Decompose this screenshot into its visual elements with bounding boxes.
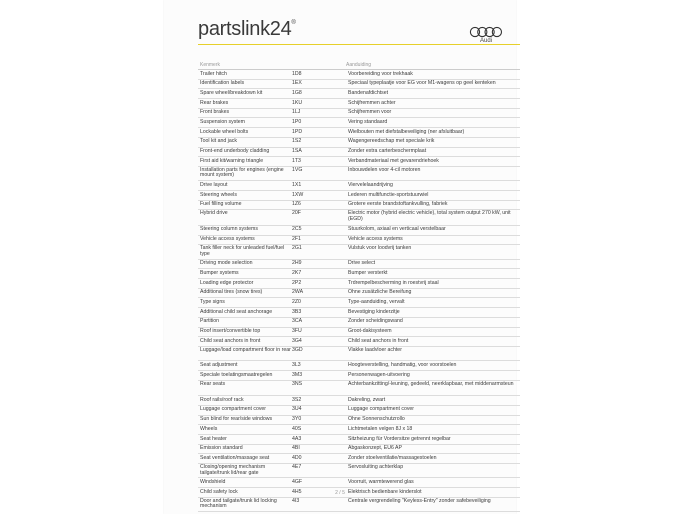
option-code: 40S (292, 425, 302, 432)
equipment-table (198, 70, 520, 512)
option-description: Sitzheizung für Vordersitze getrennt regelbar (348, 435, 451, 442)
table-row (198, 454, 520, 464)
table-row (198, 478, 520, 488)
table-row (198, 118, 520, 128)
option-description: Wagengereedschap met speciale krik (348, 138, 435, 145)
feature-name: Hybrid drive (200, 210, 228, 217)
feature-name: Drive layout (200, 181, 228, 188)
option-description: Stuurkolom, axiaal en verticaal verstelbaar (348, 226, 446, 233)
option-description: Vehicle access systems (348, 236, 403, 243)
option-code: 4H5 (292, 488, 302, 495)
feature-name: Suspension system (200, 119, 245, 126)
option-code: 4GF (292, 479, 303, 486)
option-code: 1LJ (292, 109, 301, 116)
option-code: 3NS (292, 380, 303, 387)
table-row (198, 148, 520, 158)
feature-name: Driving mode selection (200, 260, 253, 267)
option-description: Ohne Sonnenschutzrollo (348, 416, 405, 423)
feature-name: Trailer hitch (200, 70, 227, 77)
option-code: 3M3 (292, 371, 303, 378)
feature-name: Child safety lock (200, 488, 238, 495)
table-row (198, 80, 520, 90)
table-row (198, 181, 520, 191)
option-code: 3GD (292, 346, 303, 353)
option-code: 1G8 (292, 89, 302, 96)
logo-text: partslink24 (198, 18, 292, 40)
option-description: Drive select (348, 260, 376, 267)
option-code: 4BI (292, 445, 300, 452)
option-description: Bumper versterkt (348, 269, 388, 276)
feature-name: Windshield (200, 479, 226, 486)
table-row (198, 498, 520, 513)
feature-name: Vehicle access systems (200, 236, 255, 243)
column-header-description: Aanduiding (346, 62, 372, 68)
option-description: Lichtmetalen velgen 8J x 18 (348, 425, 413, 432)
table-row (198, 406, 520, 416)
option-description: Verbandmateriaal met gevarendriehoek (348, 157, 439, 164)
partslink24-logo (198, 18, 296, 41)
option-code: 2G1 (292, 245, 302, 252)
feature-name: Door and tailgate/trunk lid locking mechanism (200, 497, 277, 510)
option-code: 1PD (292, 128, 303, 135)
option-description: Ohne zusätzliche Bereifung (348, 289, 412, 296)
table-row (198, 416, 520, 426)
table-row (198, 347, 520, 362)
table-row (198, 99, 520, 109)
feature-name: Seat heater (200, 435, 227, 442)
option-code: 3G4 (292, 337, 302, 344)
option-code: 3U4 (292, 406, 302, 413)
option-description: Bevestiging kinderzitje (348, 308, 400, 315)
option-description: Grotere eerste brandstoftankvulling, fabriek (348, 201, 448, 208)
table-row (198, 70, 520, 80)
option-description: Schijfremmen achter (348, 99, 396, 106)
feature-name: Sun blind for rear/side windows (200, 416, 273, 423)
option-description: Electric motor (hybrid electric vehicle), total system output 270 kW, unit (EGD) (348, 210, 511, 223)
table-row (198, 396, 520, 406)
table-row (198, 201, 520, 211)
option-code: 2H9 (292, 260, 302, 267)
option-description: Zonder scheidingswand (348, 318, 403, 325)
table-row (198, 289, 520, 299)
option-description: Speciaal typeplaatje voor EG voor M1-wagens op geel kenteken (348, 80, 496, 87)
option-code: 4I3 (292, 497, 300, 504)
feature-name: Front brakes (200, 109, 230, 116)
option-code: 3B3 (292, 308, 302, 315)
logo-underline (198, 44, 520, 45)
feature-name: Additional tires (snow tires) (200, 289, 263, 296)
table-row (198, 138, 520, 148)
table-row (198, 425, 520, 435)
feature-name: Roof insert/convertible top (200, 328, 261, 335)
option-description: Vering standaard (348, 119, 388, 126)
feature-name: Tool kit and jack (200, 138, 237, 145)
table-row (198, 381, 520, 396)
option-code: 20F (292, 210, 301, 217)
table-row (198, 298, 520, 308)
table-row (198, 337, 520, 347)
option-description: Dakreling, zwart (348, 396, 386, 403)
option-description: Servosluiting achterklap (348, 463, 404, 470)
option-code: 1XW (292, 191, 304, 198)
feature-name: Child seat anchors in front (200, 337, 261, 344)
feature-name: Rear seats (200, 380, 226, 387)
option-code: 1D8 (292, 70, 302, 77)
option-description: Groot-dakisysteem (348, 328, 392, 335)
option-description: Achterbankzitting/-leuning, gedeeld, neerklapbaar, met middenarmsteun (348, 380, 514, 387)
feature-name: Spare wheel/breakdown kit (200, 89, 263, 96)
table-row (198, 269, 520, 279)
option-description: Zonder stoelventilatie/massagestoelen (348, 454, 437, 461)
feature-name: Additional child seat anchorage (200, 308, 273, 315)
make-label: Audi (479, 38, 492, 44)
feature-name: Seat ventilation/massage seat (200, 454, 270, 461)
option-description: Vlakke laadvloer achter (348, 346, 402, 353)
table-row (198, 445, 520, 455)
option-code: 4A3 (292, 435, 302, 442)
option-code: 1P0 (292, 119, 302, 126)
option-description: Abgaskonzept, EU6 AP (348, 445, 402, 452)
option-description: Voorbereiding voor trekhaak (348, 70, 413, 77)
feature-name: Luggage/load compartment floor in rear (200, 346, 291, 353)
option-code: 1Z6 (292, 201, 301, 208)
feature-name: Installation parts for engines (engine mount system) (200, 166, 284, 179)
feature-name: Rear brakes (200, 99, 229, 106)
option-code: 2P2 (292, 279, 302, 286)
feature-name: Tank filler neck for unleaded fuel/fuel type (200, 245, 285, 257)
table-row (198, 157, 520, 167)
logo-trademark: ® (291, 20, 296, 26)
feature-name: Wheels (200, 425, 218, 432)
feature-name: Front-end underbody cladding (200, 148, 270, 155)
table-row (198, 464, 520, 479)
option-description: Trdrempelbescherming in roestvrij staal (348, 279, 439, 286)
option-code: 1KU (292, 99, 303, 106)
option-description: Zonder extra carterbeschermplaat (348, 148, 427, 155)
feature-name: Loading edge protector (200, 279, 254, 286)
feature-name: Emission standard (200, 445, 243, 452)
feature-name: Bumper systems (200, 269, 239, 276)
table-row (198, 371, 520, 381)
option-description: Elektrisch bedienbare kinderslot (348, 488, 422, 495)
option-code: 1SA (292, 148, 302, 155)
feature-name: Identification labels (200, 80, 245, 87)
option-description: Luggage compartment cover (348, 406, 415, 413)
option-description: Centrale vergrendeling "Keyless-Entry" zonder safebeveiliging (348, 497, 491, 504)
table-row (198, 167, 520, 182)
option-description: Bandenafdichtset (348, 89, 389, 96)
option-code: 1X1 (292, 181, 302, 188)
feature-name: Roof rails/roof rack (200, 396, 244, 403)
option-code: 1T3 (292, 157, 301, 164)
option-description: Inbouwdelen voor 4-cil motoren (348, 166, 421, 173)
page-number: 2 / 5 (335, 490, 345, 496)
option-code: 2Z0 (292, 299, 301, 306)
feature-name: Steering wheels (200, 191, 237, 198)
feature-name: Partition (200, 318, 220, 325)
table-row (198, 191, 520, 201)
option-code: 3CA (292, 318, 303, 325)
feature-name: Luggage compartment cover (200, 406, 267, 413)
option-description: Lederen multifunctie-sportstuurwiel (348, 191, 429, 198)
column-header-feature: Kenmerk (200, 62, 221, 68)
feature-name: Closing/opening mechanism tailgate/trunk lid/rear gate (200, 463, 266, 476)
feature-name: Lockable wheel bolts (200, 128, 249, 135)
option-description: Child seat anchors in front (348, 337, 409, 344)
table-row (198, 318, 520, 328)
option-code: 3S2 (292, 396, 302, 403)
option-code: 2K7 (292, 269, 302, 276)
option-description: Hoogteverstelling, handmatig, voor voorstoelen (348, 361, 457, 368)
option-code: 1VG (292, 166, 303, 173)
option-description: Type-aanduiding, vervalt (348, 299, 405, 306)
option-code: 2F1 (292, 236, 301, 243)
table-row (198, 226, 520, 236)
option-description: Vulstuk voor loodvrij tanken (348, 245, 412, 252)
option-code: 3FU (292, 328, 302, 335)
table-row (198, 128, 520, 138)
feature-name: Fuel filling volume (200, 201, 242, 208)
table-row (198, 89, 520, 99)
option-description: Personenwagen-uitvoering (348, 371, 410, 378)
option-description: Wielbouten met diefstalbeveiliging (ner afsluitbaar) (348, 128, 465, 135)
table-row (198, 109, 520, 119)
feature-name: Steering column systems (200, 226, 258, 233)
feature-name: Type signs (200, 299, 225, 306)
table-row (198, 279, 520, 289)
option-code: 3Y0 (292, 416, 302, 423)
feature-name: First aid kit/warning triangle (200, 157, 264, 164)
option-description: Schijfremmen voor (348, 109, 392, 116)
document-page (164, 0, 516, 514)
table-row (198, 260, 520, 270)
table-row (198, 361, 520, 371)
option-code: 2WA (292, 289, 304, 296)
table-row (198, 236, 520, 246)
table-row (198, 308, 520, 318)
feature-name: Speciale toelatingsmaatregelen (200, 371, 273, 378)
table-row (198, 435, 520, 445)
option-code: 4D0 (292, 454, 302, 461)
option-code: 4E7 (292, 463, 302, 470)
option-code: 1EX (292, 80, 302, 87)
option-description: Viervelelaandrijving (348, 181, 393, 188)
audi-rings-icon (469, 26, 503, 38)
option-code: 1S2 (292, 138, 302, 145)
option-code: 2C5 (292, 226, 302, 233)
table-row (198, 328, 520, 338)
table-row (198, 245, 520, 260)
feature-name: Seat adjustment (200, 361, 238, 368)
option-code: 3L3 (292, 361, 301, 368)
table-row (198, 210, 520, 225)
option-description: Voorruit, warmtewerend glas (348, 479, 414, 486)
